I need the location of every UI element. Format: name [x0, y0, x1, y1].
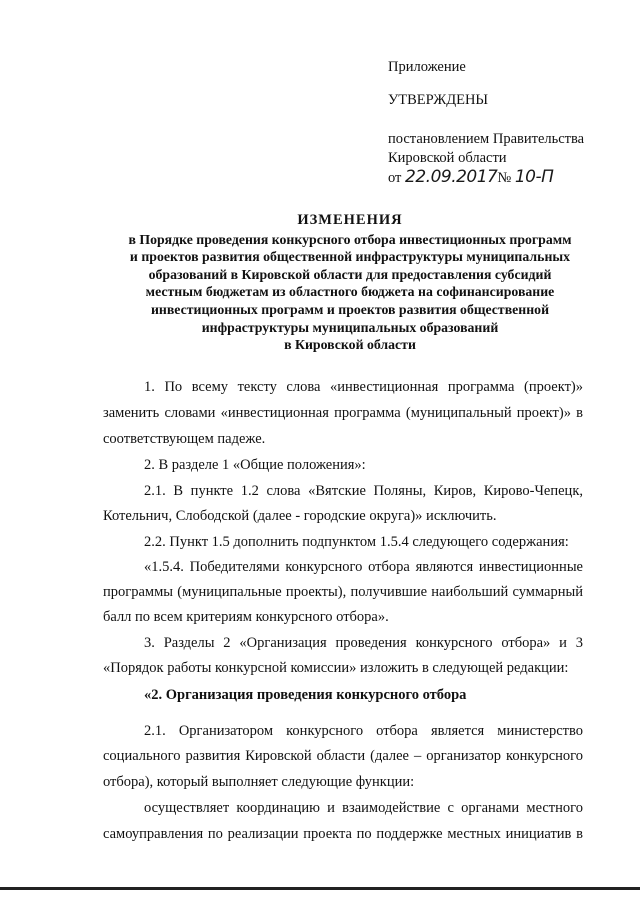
section-heading: «2. Организация проведения конкурсного отбора — [144, 687, 467, 703]
body-line: программы (муниципальные проекты), получившие наибольший суммарный — [103, 584, 583, 600]
title-line: в Кировской области — [284, 337, 416, 353]
handwritten-number: 10-П — [514, 167, 554, 187]
body-line: осуществляет координацию и взаимодействие с органами местного — [144, 800, 583, 816]
body-line: заменить словами «инвестиционная программа (муниципальный проект)» в — [103, 405, 583, 421]
body-line: 3. Разделы 2 «Организация проведения конкурсного отбора» и 3 — [144, 635, 583, 651]
title-heading: ИЗМЕНЕНИЯ — [297, 212, 403, 228]
decree-date-line — [388, 168, 633, 188]
body-line: самоуправления по реализации проекта по поддержке местных инициатив в — [103, 826, 583, 842]
title-line: образований в Кировской области для предоставления субсидий — [148, 266, 552, 282]
title-line: и проектов развития общественной инфраструктуры муниципальных — [129, 249, 571, 265]
body-line: Котельнич, Слободской (далее - городские округа)» исключить. — [103, 508, 497, 524]
body-line: 2.2. Пункт 1.5 дополнить подпунктом 1.5.4 следующего содержания: — [144, 534, 569, 550]
body-line: отбора), который выполняет следующие функции: — [103, 774, 415, 790]
body-line: «1.5.4. Победителями конкурсного отбора являются инвестиционные — [144, 559, 583, 575]
body-line: «Порядок работы конкурсной комиссии» изложить в следующей редакции: — [103, 660, 569, 676]
body-line: 1. По всему тексту слова «инвестиционная программа (проект)» — [144, 379, 583, 395]
document-title — [100, 212, 600, 354]
decree-line-1: постановлением Правительства — [388, 131, 585, 147]
date-prefix: от — [388, 170, 402, 186]
number-sign: № — [497, 170, 512, 186]
body-line: 2.1. В пункте 1.2 слова «Вятские Поляны, Киров, Кирово-Чепецк, — [144, 483, 583, 499]
body-line: 2.1. Организатором конкурсного отбора является министерство — [144, 723, 583, 739]
appendix-label: Приложение — [388, 59, 466, 75]
approved-label: УТВЕРЖДЕНЫ — [388, 92, 489, 108]
spacer — [388, 110, 633, 130]
title-line: местным бюджетам из областного бюджета на софинансирование — [145, 284, 555, 300]
spacer — [388, 77, 633, 91]
title-line: инвестиционных программ и проектов развития общественной — [150, 301, 550, 317]
body-line: 2. В разделе 1 «Общие положения»: — [144, 457, 366, 473]
title-line: в Порядке проведения конкурсного отбора инвестиционных программ — [128, 231, 572, 247]
title-line: инфраструктуры муниципальных образований — [201, 319, 499, 335]
body-line: соответствующем падеже. — [103, 431, 266, 447]
approval-stamp — [388, 58, 633, 188]
body-line: социального развития Кировской области (далее – организатор конкурсного — [103, 748, 583, 764]
handwritten-date: 22.09.2017 — [405, 167, 498, 187]
decree-line-2: Кировской области — [388, 150, 507, 166]
body-line: балл по всем критериям конкурсного отбора». — [103, 609, 389, 625]
page-bottom-edge — [0, 887, 640, 890]
